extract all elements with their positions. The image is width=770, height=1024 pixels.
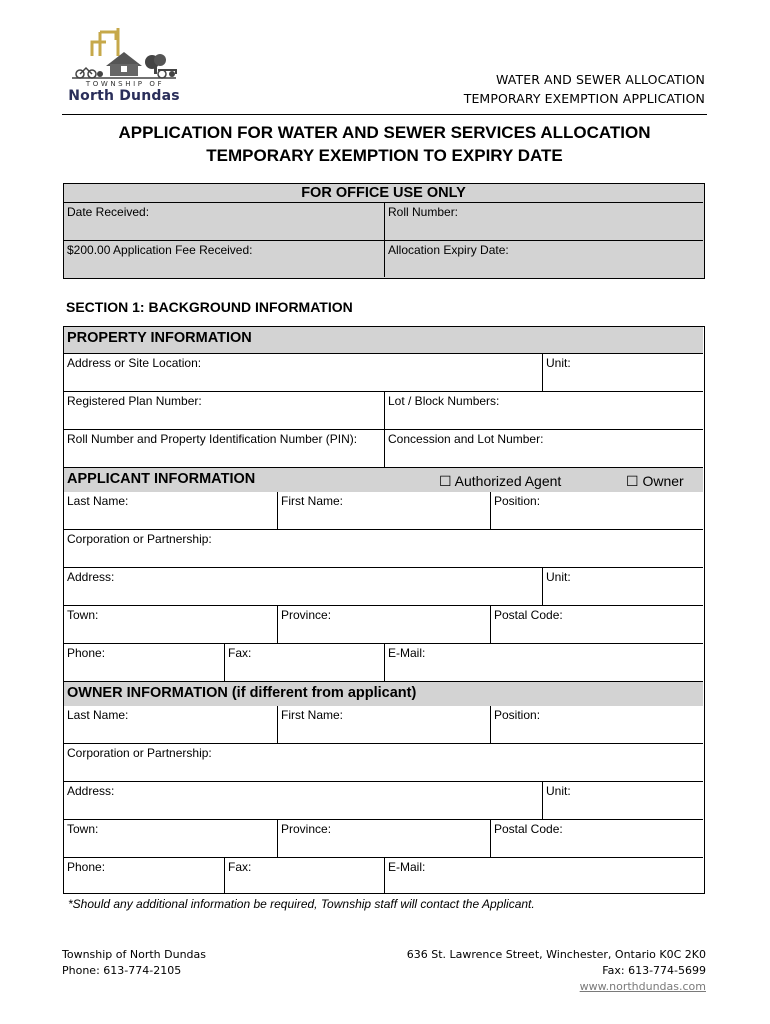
roll-pin-field[interactable]: Roll Number and Property Identification Number (PIN): <box>67 432 358 446</box>
applicant-corporation-field[interactable]: Corporation or Partnership: <box>67 532 212 546</box>
title-line-2: TEMPORARY EXEMPTION TO EXPIRY DATE <box>206 146 563 165</box>
applicant-province-field[interactable]: Province: <box>281 608 332 622</box>
applicant-postal-code-field[interactable]: Postal Code: <box>494 608 563 622</box>
header-line-1: WATER AND SEWER ALLOCATION <box>496 72 705 87</box>
date-received-field[interactable]: Date Received: <box>67 205 150 219</box>
header-document-title <box>464 70 705 108</box>
property-address-field[interactable]: Address or Site Location: <box>67 356 202 370</box>
background-information-form <box>63 326 705 894</box>
property-info-heading: PROPERTY INFORMATION <box>64 327 703 353</box>
footer-phone: Phone: 613-774-2105 <box>62 964 182 977</box>
applicant-info-title: APPLICANT INFORMATION <box>67 471 256 487</box>
section-1-heading: SECTION 1: BACKGROUND INFORMATION <box>66 299 353 315</box>
authorized-agent-checkbox[interactable]: ☐ Authorized Agent <box>439 473 562 489</box>
applicant-position-field[interactable]: Position: <box>494 494 541 508</box>
owner-unit-field[interactable]: Unit: <box>546 784 571 798</box>
office-use-table <box>63 183 705 279</box>
applicant-first-name-field[interactable]: First Name: <box>281 494 344 508</box>
applicant-address-field[interactable]: Address: <box>67 570 115 584</box>
property-unit-field[interactable]: Unit: <box>546 356 571 370</box>
additional-info-note: *Should any additional information be required, Township staff will contact the Applicant. <box>68 897 535 911</box>
footer-address: 636 St. Lawrence Street, Winchester, Ontario K0C 2K0 <box>406 948 706 961</box>
owner-email-field[interactable]: E-Mail: <box>388 860 426 874</box>
owner-postal-code-field[interactable]: Postal Code: <box>494 822 563 836</box>
logo-north-dundas-text: North Dundas <box>68 88 180 104</box>
concession-lot-field[interactable]: Concession and Lot Number: <box>388 432 544 446</box>
footer-left <box>62 947 206 979</box>
owner-position-field[interactable]: Position: <box>494 708 541 722</box>
title-line-1: APPLICATION FOR WATER AND SEWER SERVICES ALLOCATION <box>118 123 651 142</box>
owner-last-name-field[interactable]: Last Name: <box>67 708 129 722</box>
owner-checkbox[interactable]: ☐ Owner <box>626 473 684 489</box>
footer-township-name: Township of North Dundas <box>62 948 207 961</box>
applicant-unit-field[interactable]: Unit: <box>546 570 571 584</box>
registered-plan-field[interactable]: Registered Plan Number: <box>67 394 202 408</box>
owner-phone-field[interactable]: Phone: <box>67 860 106 874</box>
allocation-expiry-field[interactable]: Allocation Expiry Date: <box>388 243 509 257</box>
applicant-info-heading <box>64 468 703 492</box>
township-logo <box>66 26 182 108</box>
owner-town-field[interactable]: Town: <box>67 822 99 836</box>
owner-info-heading: OWNER INFORMATION (if different from applicant) <box>64 682 703 706</box>
applicant-email-field[interactable]: E-Mail: <box>388 646 426 660</box>
office-use-heading: FOR OFFICE USE ONLY <box>301 185 466 201</box>
owner-address-field[interactable]: Address: <box>67 784 115 798</box>
footer-right <box>407 947 706 995</box>
owner-corporation-field[interactable]: Corporation or Partnership: <box>67 746 212 760</box>
page-title <box>62 121 707 167</box>
lot-block-field[interactable]: Lot / Block Numbers: <box>388 394 500 408</box>
owner-fax-field[interactable]: Fax: <box>228 860 252 874</box>
applicant-phone-field[interactable]: Phone: <box>67 646 106 660</box>
footer-website-link[interactable]: www.northdundas.com <box>579 980 706 993</box>
roll-number-field[interactable]: Roll Number: <box>388 205 459 219</box>
applicant-fax-field[interactable]: Fax: <box>228 646 252 660</box>
logo-graphic <box>66 26 182 82</box>
applicant-town-field[interactable]: Town: <box>67 608 99 622</box>
owner-province-field[interactable]: Province: <box>281 822 332 836</box>
logo-township-text: TOWNSHIP OF <box>85 80 165 88</box>
header-line-2: TEMPORARY EXEMPTION APPLICATION <box>463 91 705 106</box>
footer-fax: Fax: 613-774-5699 <box>602 964 706 977</box>
header-divider <box>62 114 707 115</box>
application-fee-field[interactable]: $200.00 Application Fee Received: <box>67 243 253 257</box>
applicant-last-name-field[interactable]: Last Name: <box>67 494 129 508</box>
owner-first-name-field[interactable]: First Name: <box>281 708 344 722</box>
